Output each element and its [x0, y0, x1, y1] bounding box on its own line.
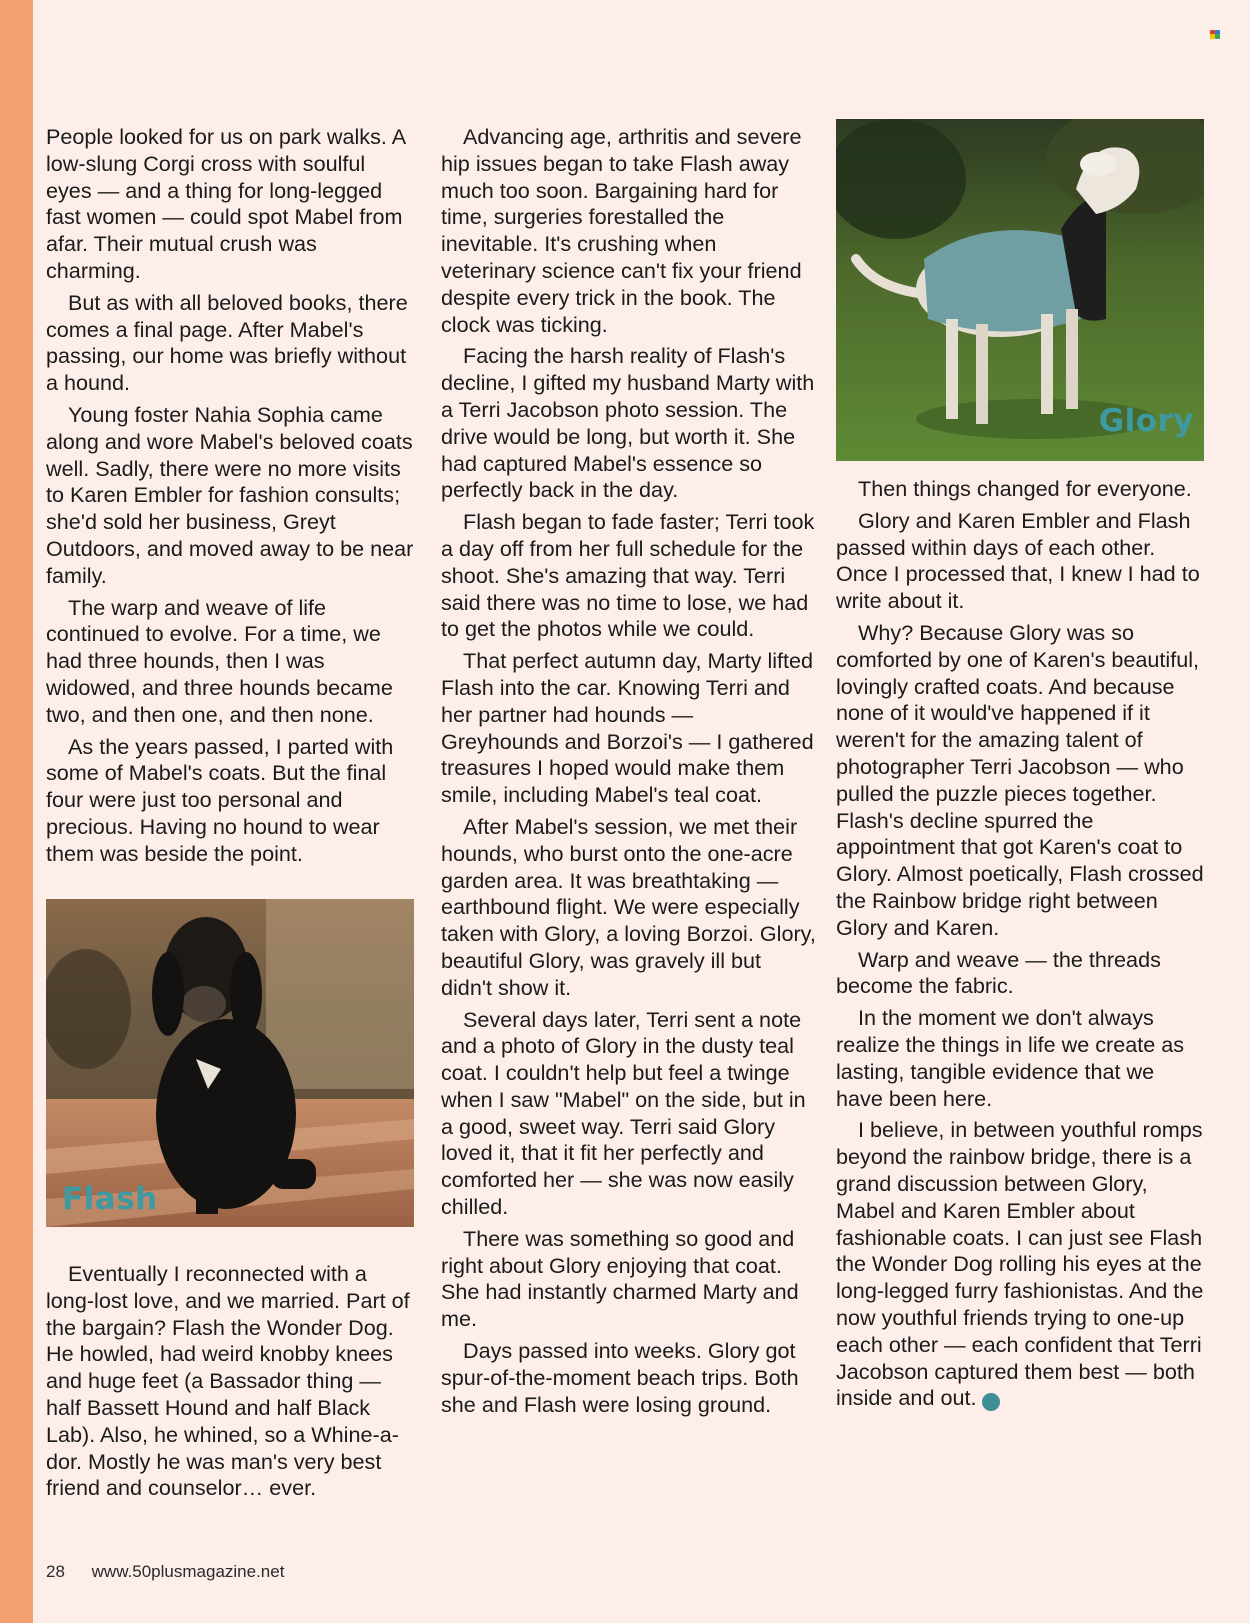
article-column-1 [46, 124, 416, 873]
glory-photo [836, 119, 1204, 461]
paragraph: Then things changed for everyone. [858, 476, 1192, 501]
paragraph: Warp and weave — the threads become the fabric. [836, 946, 1161, 999]
corner-logo-mark [1210, 30, 1220, 39]
page-footer [46, 1562, 306, 1582]
paragraph: In the moment we don't always realize the things in life we create as lasting, tangible evidence that we have been here. [836, 1005, 1185, 1111]
paragraph: Facing the harsh reality of Flash's decline, I gifted my husband Marty with a Terri Jacobson photo session. The drive would be long, but worth it. She had captured Mabel's essence so perfectly back in the day. [441, 343, 815, 503]
paragraph: After Mabel's session, we met their hounds, who burst onto the one-acre garden area. It was breathtaking — earthbound flight. We were especially taken with Glory, a loving Borzoi. Glory, beautiful Glory, was gravely ill but didn't show it. [441, 813, 816, 1000]
paragraph-text: I believe, in between youthful romps beyond the rainbow bridge, there is a grand discussion between Glory, Mabel and Karen Embler about fashionable coats. I can just see Flash the Wonder Dog rolling his eyes at the long-legged furry fashionistas. And the now youthful friends trying to one-up each other — each confident that Terri Jacobson captured them best — both inside and out. [836, 1117, 1204, 1411]
flash-caption: Flash [62, 1181, 158, 1217]
paragraph: Why? Because Glory was so comforted by one of Karen's beautiful, lovingly crafted coats. And because none of it would've happened if it weren't for the amazing talent of photographer Terri Jacobson — who pulled the puzzle pieces together. Flash's decline spurred the appointment that got Karen's coat to Glory. Almost poetically, Flash crossed the Rainbow bridge right between Glory and Karen. [836, 619, 1204, 940]
paragraph: That perfect autumn day, Marty lifted Flash into the car. Knowing Terri and her partner had hounds — Greyhounds and Borzoi's — I gathered treasures I hoped would make them smile, including Mabel's teal coat. [441, 648, 814, 808]
paragraph: Several days later, Terri sent a note and a photo of Glory in the dusty teal coat. I couldn't help but feel a twinge when I saw "Mabel" on the side, but in a good, sweet way. Terri said Glory loved it, that it fit her perfectly and comforted her — she was now easily chilled. [441, 1006, 806, 1220]
article-column-3 [836, 476, 1206, 1417]
paragraph: Eventually I reconnected with a long-lost love, and we married. Part of the bargain? Flash the Wonder Dog. He howled, had weird knobby knees and huge feet (a Bassador thing — half Bassett Hound and half Black Lab). Also, he whined, so a Whine-a-dor. Mostly he was man's very best friend and counselor… ever. [46, 1261, 410, 1501]
flash-photo [46, 899, 414, 1227]
paragraph: But as with all beloved books, there comes a final page. After Mabel's passing, our home was briefly without a hound. [46, 289, 408, 396]
paragraph: Days passed into weeks. Glory got spur-of-the-moment beach trips. Both she and Flash were losing ground. [441, 1338, 799, 1417]
article-column-1-continued [46, 1261, 416, 1507]
accent-side-bar [0, 0, 33, 1623]
final-paragraph [836, 1117, 1206, 1412]
paragraph: Glory and Karen Embler and Flash passed within days of each other. Once I processed that, I knew I had to write about it. [836, 507, 1200, 614]
website-url: www.50plusmagazine.net [91, 1562, 285, 1581]
paragraph: People looked for us on park walks. A low-slung Corgi cross with soulful eyes — and a thing for long-legged fast women — could spot Mabel from afar. Their mutual crush was charming. [46, 124, 405, 283]
page-number: 28 [46, 1562, 65, 1581]
end-mark-icon [982, 1393, 1000, 1411]
glory-caption: Glory [1098, 403, 1194, 439]
paragraph: There was something so good and right about Glory enjoying that coat. She had instantly charmed Marty and me. [441, 1225, 799, 1332]
paragraph: The warp and weave of life continued to evolve. For a time, we had three hounds, then I was widowed, and three hounds became two, and then one, and then none. [46, 594, 393, 727]
paragraph: Young foster Nahia Sophia came along and wore Mabel's beloved coats well. Sadly, there were no more visits to Karen Embler for fashion consults; she'd sold her business, Greyt Outdoors, and moved away to be near family. [46, 401, 414, 588]
paragraph: Advancing age, arthritis and severe hip issues began to take Flash away much too soon. Bargaining hard for time, surgeries forestalled the inevitable. It's crushing when veterinary science can't fix your friend despite every trick in the book. The clock was ticking. [441, 124, 802, 337]
paragraph: Flash began to fade faster; Terri took a day off from her full schedule for the shoot. She's amazing that way. Terri said there was no time to lose, we had to get the photos while we could. [441, 509, 815, 642]
paragraph: As the years passed, I parted with some of Mabel's coats. But the final four were just too personal and precious. Having no hound to wear them was beside the point. [46, 733, 394, 866]
article-column-2 [441, 124, 816, 1423]
